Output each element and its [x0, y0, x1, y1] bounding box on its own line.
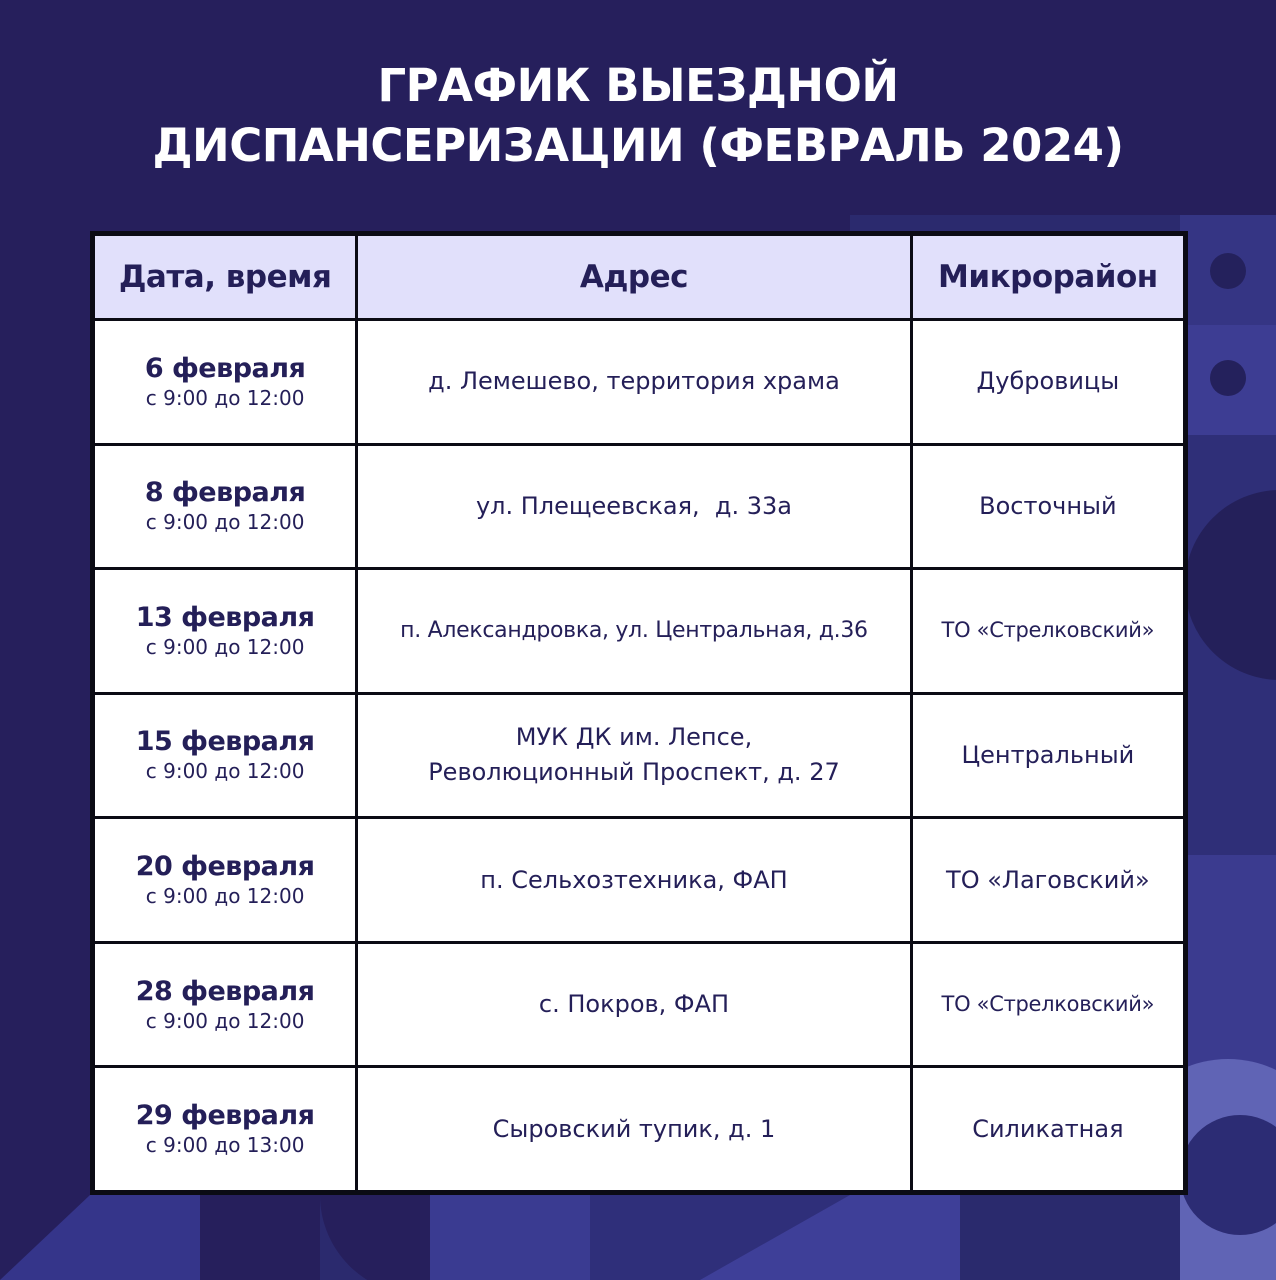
- date-cell: [93, 569, 357, 694]
- time-label: с 9:00 до 13:00: [145, 1133, 305, 1158]
- time-label: с 9:00 до 12:00: [145, 634, 305, 659]
- address-cell: [357, 444, 912, 569]
- date-cell: [93, 320, 357, 445]
- page-title: [0, 56, 1276, 176]
- district-cell: ТО «Лаговский»: [911, 818, 1185, 943]
- title-line-2: ДИСПАНСЕРИЗАЦИИ (ФЕВРАЛЬ 2024): [152, 119, 1124, 172]
- district-cell: Дубровицы: [911, 320, 1185, 445]
- date-label: 20 февраля: [135, 851, 315, 883]
- table-row: [93, 1067, 1186, 1193]
- date-cell: [93, 444, 357, 569]
- table-row: [93, 569, 1186, 694]
- time-label: с 9:00 до 12:00: [145, 510, 305, 535]
- address-cell: [357, 818, 912, 943]
- table-row: [93, 942, 1186, 1067]
- date-label: 28 февраля: [135, 975, 315, 1007]
- district-cell: ТО «Стрелковский»: [911, 942, 1185, 1067]
- address-line: МУК ДК им. Лепсе,: [515, 723, 753, 752]
- address-cell: [357, 1067, 912, 1193]
- header-district: Микрорайон: [911, 234, 1185, 320]
- address-cell: [357, 320, 912, 445]
- table-row: [93, 818, 1186, 943]
- table-header-row: [93, 234, 1186, 320]
- address-line: ул. Плещеевская, д. 33а: [475, 491, 792, 520]
- title-line-1: ГРАФИК ВЫЕЗДНОЙ: [377, 59, 899, 112]
- address-cell: [357, 569, 912, 694]
- address-line: Сыровский тупик, д. 1: [492, 1114, 776, 1143]
- table-row: [93, 693, 1186, 818]
- date-label: 8 февраля: [144, 477, 306, 509]
- header-address: Адрес: [357, 234, 912, 320]
- date-label: 15 февраля: [135, 726, 315, 758]
- district-cell: ТО «Стрелковский»: [911, 569, 1185, 694]
- address-line: п. Александровка, ул. Центральная, д.36: [400, 618, 868, 644]
- district-cell: Силикатная: [911, 1067, 1185, 1193]
- address-line: п. Сельхозтехника, ФАП: [480, 865, 788, 894]
- address-line: Революционный Проспект, д. 27: [428, 758, 840, 787]
- table-row: [93, 320, 1186, 445]
- date-label: 6 февраля: [144, 352, 306, 384]
- district-cell: Восточный: [911, 444, 1185, 569]
- schedule-table: [90, 231, 1188, 1195]
- address-cell: [357, 942, 912, 1067]
- date-label: 13 февраля: [135, 601, 315, 633]
- date-cell: [93, 942, 357, 1067]
- address-cell: [357, 693, 912, 818]
- time-label: с 9:00 до 12:00: [145, 759, 305, 784]
- district-cell: Центральный: [911, 693, 1185, 818]
- time-label: с 9:00 до 12:00: [145, 1008, 305, 1033]
- address-line: д. Лемешево, территория храма: [428, 367, 840, 396]
- time-label: с 9:00 до 12:00: [145, 884, 305, 909]
- date-cell: [93, 1067, 357, 1193]
- time-label: с 9:00 до 12:00: [145, 385, 305, 410]
- date-cell: [93, 693, 357, 818]
- date-label: 29 февраля: [135, 1100, 315, 1132]
- table-row: [93, 444, 1186, 569]
- address-line: с. Покров, ФАП: [538, 990, 730, 1019]
- header-date: Дата, время: [93, 234, 357, 320]
- date-cell: [93, 818, 357, 943]
